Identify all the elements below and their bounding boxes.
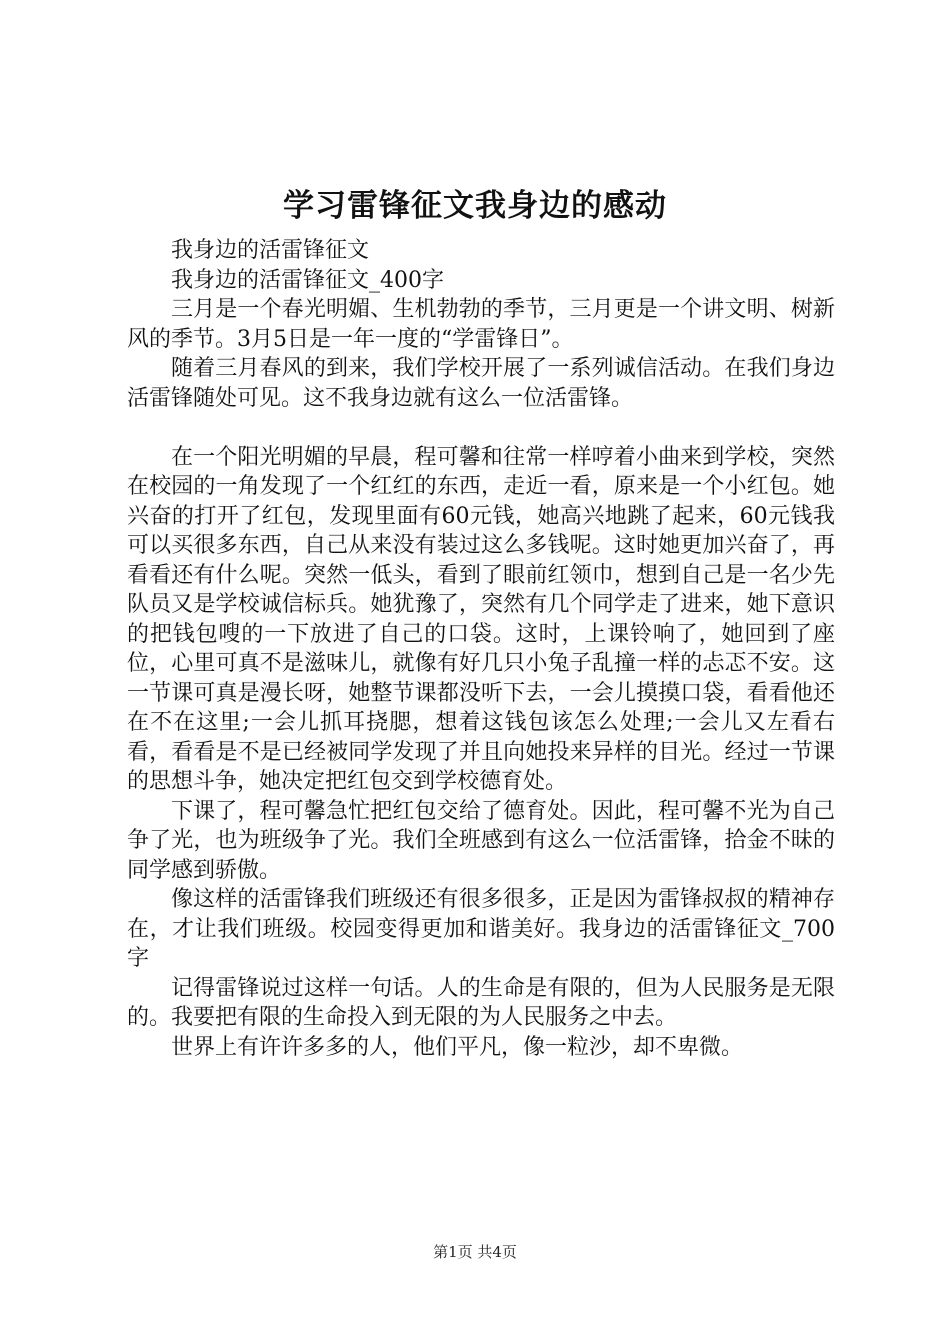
document-body (127, 236, 835, 1062)
paragraph-9: 世界上有许许多多的人，他们平凡，像一粒沙，却不卑微。 (171, 1034, 744, 1060)
paragraph-subtitle-2: 我身边的活雷锋征文_400字 (171, 267, 444, 293)
paragraph-6: 下课了，程可馨急忙把红包交给了德育处。因此，程可馨不光为自己争了光，也为班级争了光。我们全班感到有这么一位活雷锋，拾金不昧的同学感到骄傲。 (127, 798, 835, 883)
paragraph-3: 三月是一个春光明媚、生机勃勃的季节，三月更是一个讲文明、树新风的季节。3月5日是一年一度的“学雷锋日”。 (127, 297, 835, 352)
paragraph-5: 在一个阳光明媚的早晨，程可馨和往常一样哼着小曲来到学校，突然在校园的一角发现了一个红红的东西，走近一看，原来是一个小红包。她兴奋的打开了红包，发现里面有60元钱，她高兴地跳了起来，60元钱我可以买很多东西，自己从来没有装过这么多钱呢。这时她更加兴奋了，再看看还有什么呢。突然一低头，看到了眼前红领巾，想到自己是一名少先队员又是学校诚信标兵。她犹豫了，突然有几个同学走了进来，她下意识的把钱包嗖的一下放进了自己的口袋。这时，上课铃响了，她回到了座位，心里可真不是滋味儿，就像有好几只小兔子乱撞一样的忐忑不安。这一节课可真是漫长呀，她整节课都没听下去，一会儿摸摸口袋，看看他还在不在这里;一会儿抓耳挠腮，想着这钱包该怎么处理;一会儿又左看右看，看看是不是已经被同学发现了并且向她投来异样的目光。经过一节课的思想斗争，她决定把红包交到学校德育处。 (127, 444, 835, 794)
document-title: 学习雷锋征文我身边的感动 (283, 188, 667, 224)
paragraph-4: 随着三月春风的到来，我们学校开展了一系列诚信活动。在我们身边活雷锋随处可见。这不我身边就有这么一位活雷锋。 (127, 356, 835, 411)
paragraph-gap (127, 413, 835, 443)
page-footer: 第1页 共4页 (433, 1243, 517, 1261)
paragraph-7: 像这样的活雷锋我们班级还有很多很多，正是因为雷锋叔叔的精神存在，才让我们班级。校园变得更加和谐美好。我身边的活雷锋征文_700字 (127, 887, 835, 971)
paragraph-8: 记得雷锋说过这样一句话。人的生命是有限的，但为人民服务是无限的。我要把有限的生命投入到无限的为人民服务之中去。 (127, 975, 835, 1030)
paragraph-subtitle-1: 我身边的活雷锋征文 (171, 238, 370, 263)
